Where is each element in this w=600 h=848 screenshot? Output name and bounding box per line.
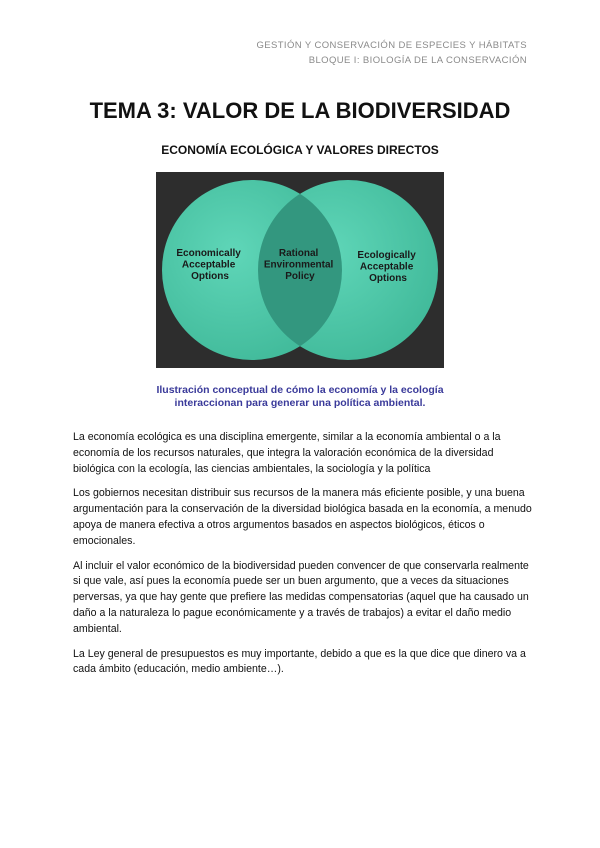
venn-diagram-figure [156, 172, 444, 368]
figure-caption [120, 384, 480, 410]
caption-line-1: Ilustración conceptual de cómo la economía y la ecología [156, 384, 444, 396]
paragraph-3: Al incluir el valor económico de la biodiversidad pueden convencer de que conservarla realmente si que vale, así pues la economía puede ser un buen argumento, que a veces da situaciones perversas, ya que hay gente que prefiere las medidas compensatorias (aquel que ha causado un daño a la naturaleza lo pague económicamente y a través de trabajos) a evitar el daño medio ambiental. [73, 559, 529, 635]
paragraph-1: La economía ecológica es una disciplina emergente, similar a la economía ambiental o a la economía de los recursos naturales, que integra la valoración económica de la diversidad biológica con la ecología, las ciencias ambientales, la sociología y la política [73, 431, 501, 475]
header-block: BLOQUE I: BIOLOGÍA DE LA CONSERVACIÓN [308, 55, 527, 66]
section-subtitle: ECONOMÍA ECOLÓGICA Y VALORES DIRECTOS [161, 143, 439, 157]
right-circle-label: Ecologically Acceptable Options [357, 250, 416, 284]
body-text [73, 430, 533, 687]
header-course: GESTIÓN Y CONSERVACIÓN DE ESPECIES Y HÁBITATS [256, 40, 527, 51]
caption-line-2: interaccionan para generar una política ambiental. [174, 397, 426, 409]
paragraph-4: La Ley general de presupuestos es muy importante, debido a que es la que dice que dinero va a cada ámbito (educación, medio ambiente…). [73, 647, 526, 676]
center-label: Rational Environmental Policy [263, 248, 334, 282]
page-title: TEMA 3: VALOR DE LA BIODIVERSIDAD [89, 98, 511, 123]
running-header [256, 38, 527, 68]
paragraph-2: Los gobiernos necesitan distribuir sus recursos de la manera más eficiente posible, y una buena argumentación para la conservación de la diversidad biológica basada en la economía, a menudo apoya de manera efectiva a otros argumentos basados en aspectos biológicos, éticos o emocionales. [73, 487, 532, 547]
left-circle-label: Economically Acceptable Options [176, 248, 241, 282]
